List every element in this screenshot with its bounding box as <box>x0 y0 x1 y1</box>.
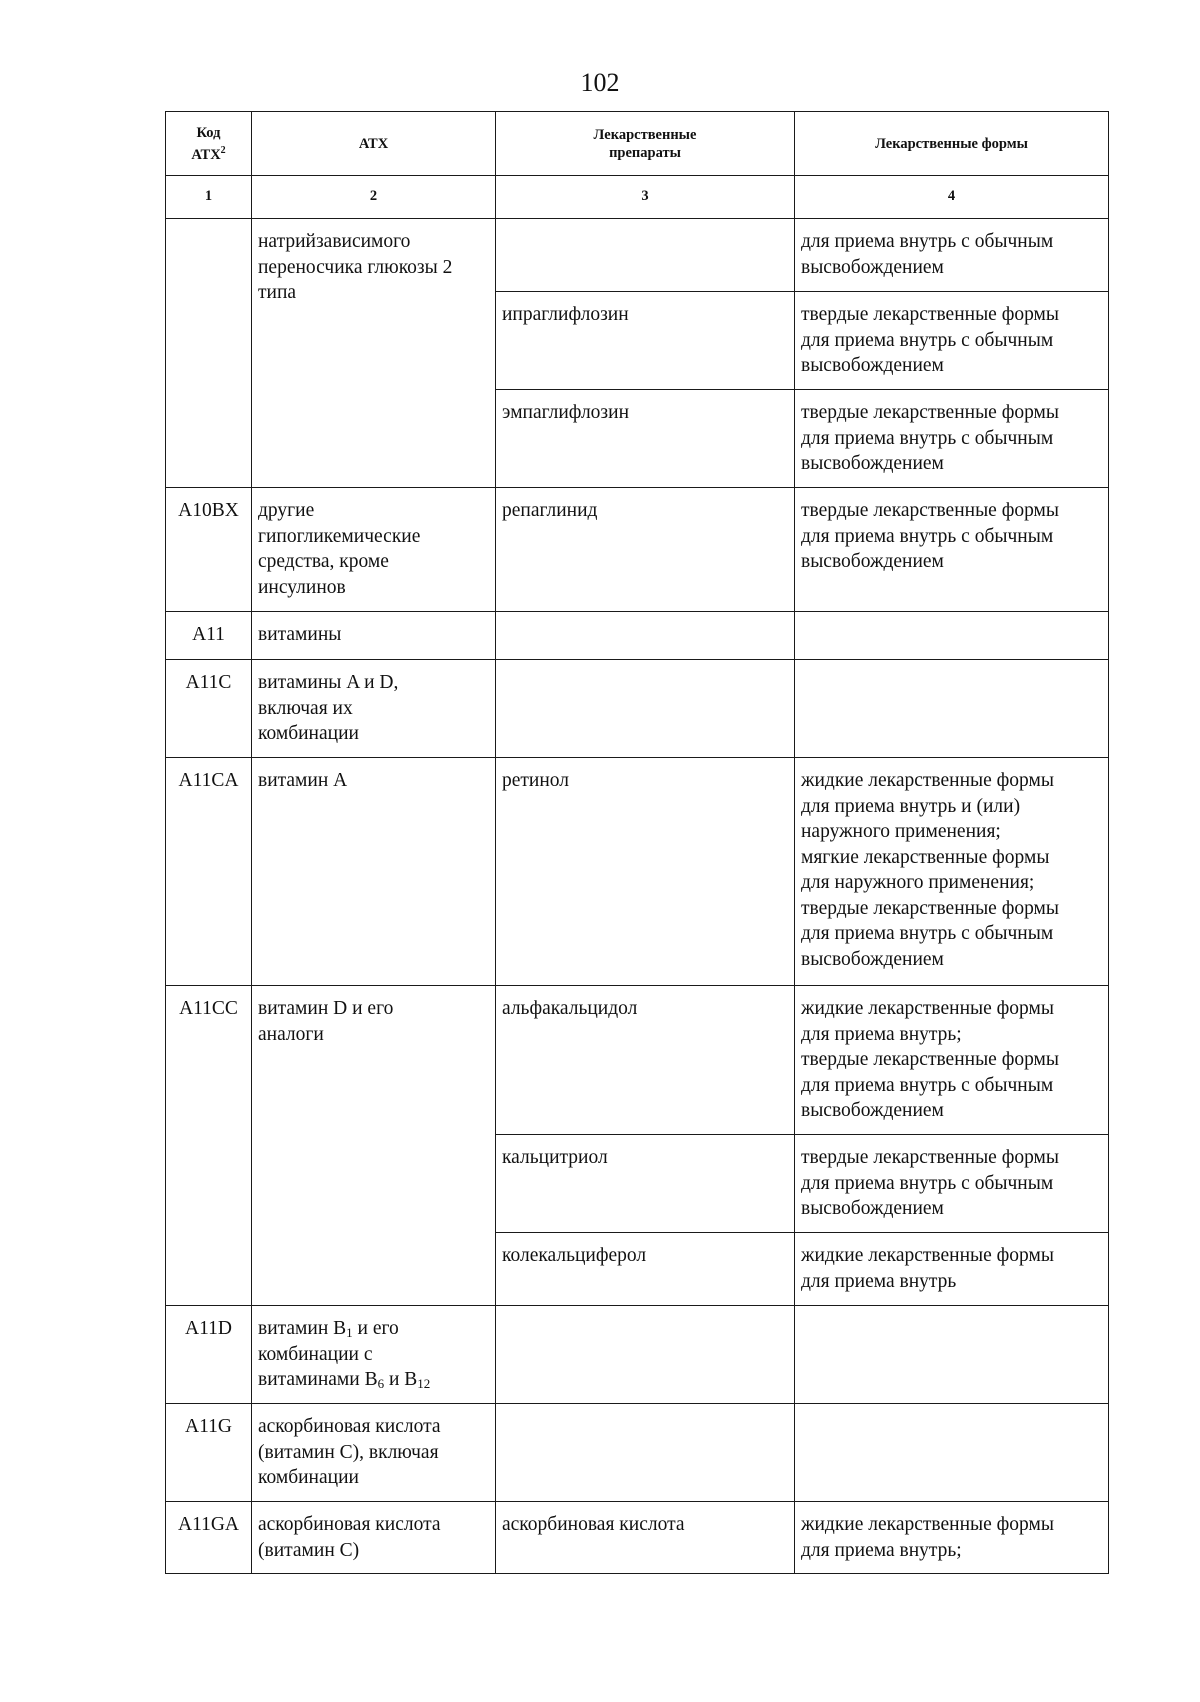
dosage-forms-cell: жидкие лекарственные формы для приема внутрь и (или) наружного применения; мягкие лекарственные формы для наружного применения; твердые лекарственные формы для приема внутрь с обычным высвобождением <box>795 758 1109 986</box>
atx-name-cell: витамин $B_1$ и его комбинации с витаминами $B_6$ и $B_{12}$ <box>252 1306 496 1404</box>
drug-name-cell <box>496 1404 795 1502</box>
column-number: 3 <box>496 176 795 219</box>
atx-code-cell: A11GA <box>166 1502 252 1574</box>
table-row <box>166 219 1109 292</box>
atx-code-cell: A11CC <box>166 986 252 1306</box>
dosage-forms-cell <box>795 660 1109 758</box>
drug-name-cell: колекальциферол <box>496 1233 795 1306</box>
dosage-forms-cell: жидкие лекарственные формы для приема внутрь; <box>795 1502 1109 1574</box>
drug-name-cell: альфакальцидол <box>496 986 795 1135</box>
drug-name-cell <box>496 219 795 292</box>
column-number: 4 <box>795 176 1109 219</box>
atx-code-cell: A11CA <box>166 758 252 986</box>
atx-name-cell: витамин A <box>252 758 496 986</box>
dosage-forms-cell: жидкие лекарственные формы для приема внутрь; твердые лекарственные формы для приема внутрь с обычным высвобождением <box>795 986 1109 1135</box>
drug-name-cell: репаглинид <box>496 488 795 612</box>
atx-name-cell: натрийзависимого переносчика глюкозы 2 типа <box>252 219 496 488</box>
drug-name-cell <box>496 660 795 758</box>
drug-name-cell: аскорбиновая кислота <box>496 1502 795 1574</box>
drug-name-cell: ретинол <box>496 758 795 986</box>
atx-name-cell: аскорбиновая кислота (витамин C) <box>252 1502 496 1574</box>
dosage-forms-cell: твердые лекарственные формы для приема внутрь с обычным высвобождением <box>795 292 1109 390</box>
dosage-forms-cell: жидкие лекарственные формы для приема внутрь <box>795 1233 1109 1306</box>
atx-code-cell: A10BX <box>166 488 252 612</box>
dosage-forms-cell: твердые лекарственные формы для приема внутрь с обычным высвобождением <box>795 488 1109 612</box>
table-row <box>166 1306 1109 1404</box>
drug-name-cell <box>496 612 795 660</box>
column-number-row <box>166 176 1109 219</box>
table-row <box>166 612 1109 660</box>
atx-code-cell: A11 <box>166 612 252 660</box>
atx-code-cell: A11D <box>166 1306 252 1404</box>
header-atx-code: Код АТХ$^2$ <box>166 112 252 176</box>
table-row <box>166 1404 1109 1502</box>
header-row <box>166 112 1109 176</box>
column-number: 1 <box>166 176 252 219</box>
atx-code-cell: A11C <box>166 660 252 758</box>
header-atx: АТХ <box>252 112 496 176</box>
atx-name-cell: витамины <box>252 612 496 660</box>
table-row <box>166 986 1109 1135</box>
dosage-forms-cell: твердые лекарственные формы для приема внутрь с обычным высвобождением <box>795 1135 1109 1233</box>
dosage-forms-cell <box>795 612 1109 660</box>
atx-name-cell: другие гипогликемические средства, кроме инсулинов <box>252 488 496 612</box>
atx-code-cell: A11G <box>166 1404 252 1502</box>
header-dosage-forms: Лекарственные формы <box>795 112 1109 176</box>
column-number: 2 <box>252 176 496 219</box>
table-row <box>166 1502 1109 1574</box>
atx-code-cell <box>166 219 252 488</box>
table-row <box>166 488 1109 612</box>
dosage-forms-cell: для приема внутрь с обычным высвобождением <box>795 219 1109 292</box>
drug-name-cell: ипраглифлозин <box>496 292 795 390</box>
atx-name-cell: витамин D и его аналоги <box>252 986 496 1306</box>
dosage-forms-cell <box>795 1404 1109 1502</box>
drug-name-cell: кальцитриол <box>496 1135 795 1233</box>
table-row <box>166 660 1109 758</box>
dosage-forms-cell <box>795 1306 1109 1404</box>
table-row <box>166 758 1109 986</box>
dosage-forms-cell: твердые лекарственные формы для приема внутрь с обычным высвобождением <box>795 390 1109 488</box>
drug-name-cell <box>496 1306 795 1404</box>
drug-name-cell: эмпаглифлозин <box>496 390 795 488</box>
atx-drug-table <box>165 111 1109 1574</box>
page-number: 102 <box>580 68 620 97</box>
atx-name-cell: аскорбиновая кислота (витамин C), включая комбинации <box>252 1404 496 1502</box>
atx-name-cell: витамины A и D, включая их комбинации <box>252 660 496 758</box>
header-drugs: Лекарственные препараты <box>496 112 795 176</box>
